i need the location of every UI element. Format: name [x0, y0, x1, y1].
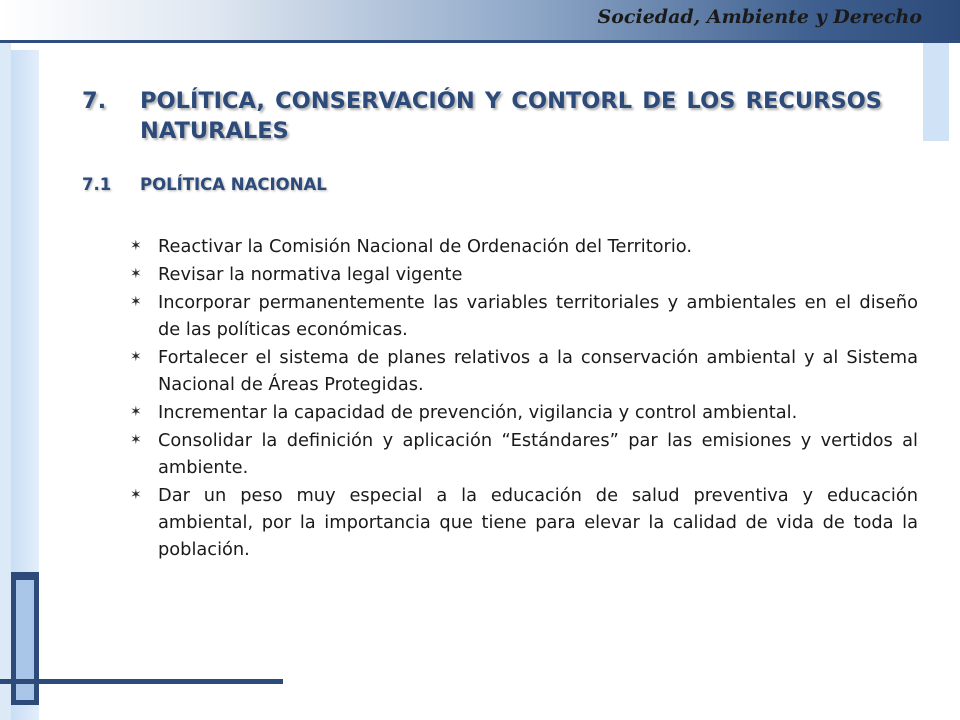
star-bullet-icon: ✶ [130, 487, 142, 503]
section-title: POLÍTICA, CONSERVACIÓN Y CONTORL DE LOS RECURSOS NATURALES [140, 88, 882, 144]
list-item-text: Incorporar permanentemente las variables territoriales y ambientales en el diseño de las políticas económicas. [158, 292, 918, 340]
header-divider [0, 40, 960, 43]
left-decorative-strip [0, 43, 11, 720]
star-bullet-icon: ✶ [130, 266, 142, 282]
list-item-text: Incrementar la capacidad de prevención, vigilancia y control ambiental. [158, 402, 798, 423]
star-bullet-icon: ✶ [130, 294, 142, 310]
list-item-text: Consolidar la definición y aplicación “Estándares” par las emisiones y vertidos al ambiente. [158, 430, 918, 478]
section-heading [82, 86, 882, 146]
list-item-text: Revisar la normativa legal vigente [158, 264, 463, 285]
list-item [130, 233, 918, 260]
subsection-heading [82, 175, 327, 194]
subsection-number: 7.1 [82, 175, 112, 194]
right-decorative-block [923, 43, 949, 141]
list-item-text: Reactivar la Comisión Nacional de Ordenación del Territorio. [158, 236, 693, 257]
star-bullet-icon: ✶ [130, 349, 142, 365]
list-item [130, 261, 918, 288]
star-bullet-icon: ✶ [130, 404, 142, 420]
list-item [130, 344, 918, 398]
list-item [130, 427, 918, 481]
header-title: Sociedad, Ambiente y Derecho [597, 6, 922, 28]
bottom-decorative-bar [0, 679, 283, 684]
list-item [130, 482, 918, 563]
list-item [130, 399, 918, 426]
section-number: 7. [82, 88, 107, 114]
bullet-list [130, 233, 918, 564]
subsection-title: POLÍTICA NACIONAL [140, 175, 327, 194]
list-item-text: Fortalecer el sistema de planes relativos a la conservación ambiental y al Sistema Nacional de Áreas Protegidas. [158, 347, 918, 395]
list-item-text: Dar un peso muy especial a la educación de salud preventiva y educación ambiental, por la importancia que tiene para elevar la calidad de vida de toda la población. [158, 485, 918, 560]
list-item [130, 289, 918, 343]
star-bullet-icon: ✶ [130, 238, 142, 254]
star-bullet-icon: ✶ [130, 432, 142, 448]
